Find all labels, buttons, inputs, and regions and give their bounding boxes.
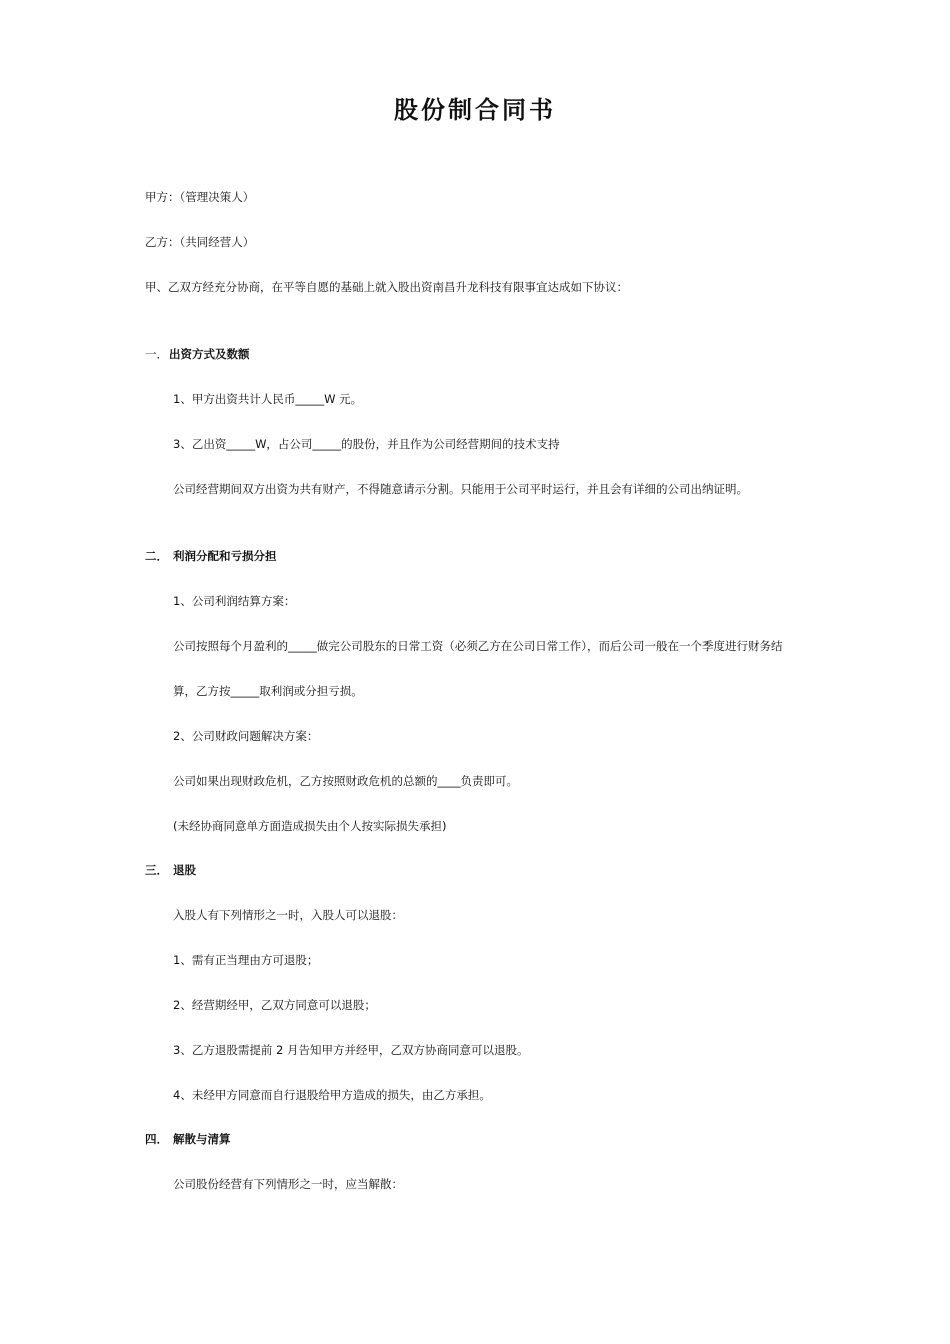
party-b-line: 乙方：（共同经营人） (145, 235, 255, 249)
section-heading-4 (145, 1131, 231, 1147)
section-number: 一． (145, 347, 168, 361)
party-a-line: 甲方：（管理决策人） (145, 190, 255, 204)
section-1-paragraph: 3、乙出资_____W，占公司_____的股份，并且作为公司经营期间的技术支持 (173, 437, 560, 451)
section-3-paragraph: 入股人有下列情形之一时，入股人可以退股： (173, 908, 403, 922)
document-title: 股份制合同书 (394, 95, 556, 124)
section-heading-1 (145, 346, 250, 362)
section-2-paragraph: 1、公司利润结算方案： (173, 594, 296, 608)
section-2-paragraph: 2、公司财政问题解决方案： (173, 729, 319, 743)
section-number: 二． (145, 549, 168, 563)
section-3-paragraph: 3、乙方退股需提前 2 月告知甲方并经甲，乙双方协商同意可以退股。 (173, 1043, 529, 1057)
section-2-paragraph: 公司如果出现财政危机，乙方按照财政危机的总额的____负责即可。 (173, 774, 518, 788)
section-heading-2 (145, 548, 277, 564)
section-number: 四． (145, 1132, 168, 1146)
intro-paragraph: 甲、乙双方经充分协商，在平等自愿的基础上就入股出资南昌升龙科技有限事宜达成如下协议： (145, 280, 628, 294)
section-title: 解散与清算 (173, 1132, 231, 1146)
section-1-paragraph: 1、甲方出资共计人民币_____W 元。 (173, 392, 363, 406)
section-2-paragraph: 算，乙方按_____取利润或分担亏损。 (173, 684, 363, 698)
section-3-paragraph: 4、未经甲方同意而自行退股给甲方造成的损失，由乙方承担。 (173, 1088, 491, 1102)
section-title: 利润分配和亏损分担 (173, 549, 277, 563)
section-1-paragraph: 公司经营期间双方出资为共有财产，不得随意请示分割。只能用于公司平时运行，并且会有详细的公司出纳证明。 (173, 482, 748, 496)
section-number: 三． (145, 863, 168, 877)
section-heading-3 (145, 862, 196, 878)
section-title: 退股 (173, 863, 196, 877)
section-2-paragraph: 公司按照每个月盈利的_____做完公司股东的日常工资（必须乙方在公司日常工作），而后公司一般在一个季度进行财务结 (173, 639, 783, 653)
section-3-paragraph: 1、需有正当理由方可退股； (173, 953, 319, 967)
section-2-paragraph: (未经协商同意单方面造成损失由个人按实际损失承担) (173, 819, 447, 833)
section-4-paragraph: 公司股份经营有下列情形之一时，应当解散： (173, 1177, 403, 1191)
section-3-paragraph: 2、经营期经甲，乙双方同意可以退股； (173, 998, 376, 1012)
section-title: 出资方式及数额 (169, 347, 250, 361)
